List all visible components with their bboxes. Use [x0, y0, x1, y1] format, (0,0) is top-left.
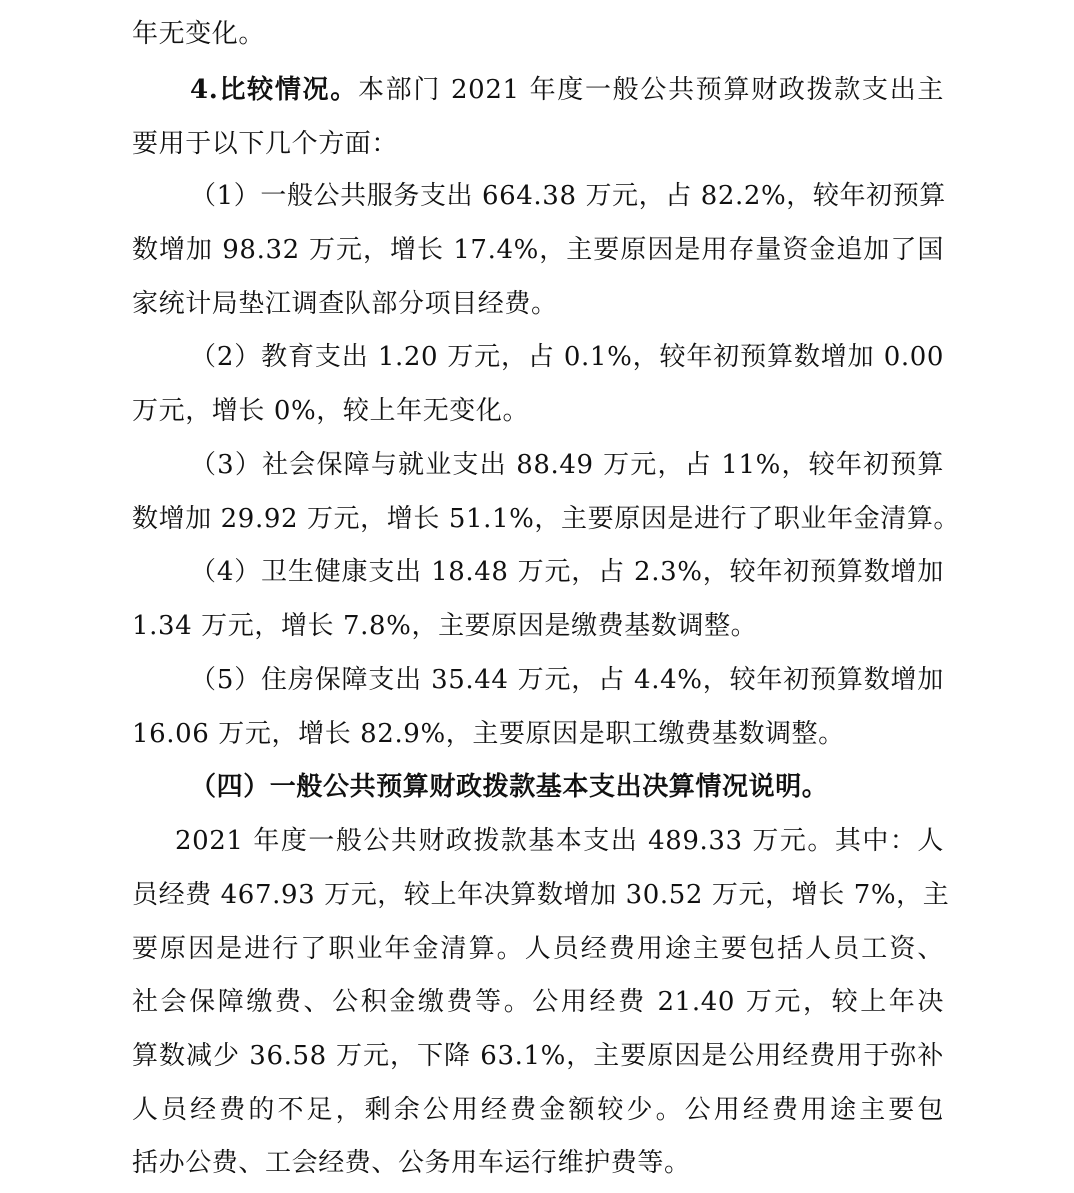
item-1-line-1: （1）一般公共服务支出 664.38 万元，占 82.2%，较年初预算: [190, 181, 946, 211]
item-1-line-3: 家统计局垫江调查队部分项目经费。: [132, 289, 558, 319]
basic-expenditure-line-3: 要原因是进行了职业年金清算。人员经费用途主要包括人员工资、: [132, 934, 944, 964]
item-5-line-1: （5）住房保障支出 35.44 万元，占 4.4%，较年初预算数增加: [190, 665, 944, 695]
comparison-heading: 4.比较情况。: [190, 75, 358, 105]
item-2-line-1: （2）教育支出 1.20 万元，占 0.1%，较年初预算数增加 0.00: [190, 342, 944, 372]
item-3-line-1: （3）社会保障与就业支出 88.49 万元，占 11%，较年初预算: [190, 450, 944, 480]
basic-expenditure-line-4: 社会保障缴费、公积金缴费等。公用经费 21.40 万元，较上年决: [132, 987, 944, 1017]
basic-expenditure-line-2: 员经费 467.93 万元，较上年决算数增加 30.52 万元，增长 7%，主: [132, 880, 950, 910]
text-line-1: 年无变化。: [132, 19, 266, 49]
text-line-3: 要用于以下几个方面：: [132, 129, 399, 159]
item-4-line-2: 1.34 万元，增长 7.8%，主要原因是缴费基数调整。: [132, 611, 758, 641]
paragraph-comparison-line-1: 4.比较情况。本部门 2021 年度一般公共预算财政拨款支出主: [190, 75, 945, 105]
basic-expenditure-line-5: 算数减少 36.58 万元，下降 63.1%，主要原因是公用经费用于弥补: [132, 1041, 944, 1071]
section-heading-four: （四）一般公共预算财政拨款基本支出决算情况说明。: [190, 772, 829, 802]
item-2-line-2: 万元，增长 0%，较上年无变化。: [132, 396, 530, 426]
item-1-line-2: 数增加 98.32 万元，增长 17.4%，主要原因是用存量资金追加了国: [132, 235, 944, 265]
basic-expenditure-line-6: 人员经费的不足，剩余公用经费金额较少。公用经费用途主要包: [132, 1095, 944, 1125]
item-4-line-1: （4）卫生健康支出 18.48 万元，占 2.3%，较年初预算数增加: [190, 557, 944, 587]
basic-expenditure-line-7: 括办公费、工会经费、公务用车运行维护费等。: [132, 1148, 691, 1178]
basic-expenditure-line-1: 2021 年度一般公共财政拨款基本支出 489.33 万元。其中：人: [175, 826, 944, 856]
item-5-line-2: 16.06 万元，增长 82.9%，主要原因是职工缴费基数调整。: [132, 719, 845, 749]
item-3-line-2: 数增加 29.92 万元，增长 51.1%，主要原因是进行了职业年金清算。: [132, 504, 961, 534]
